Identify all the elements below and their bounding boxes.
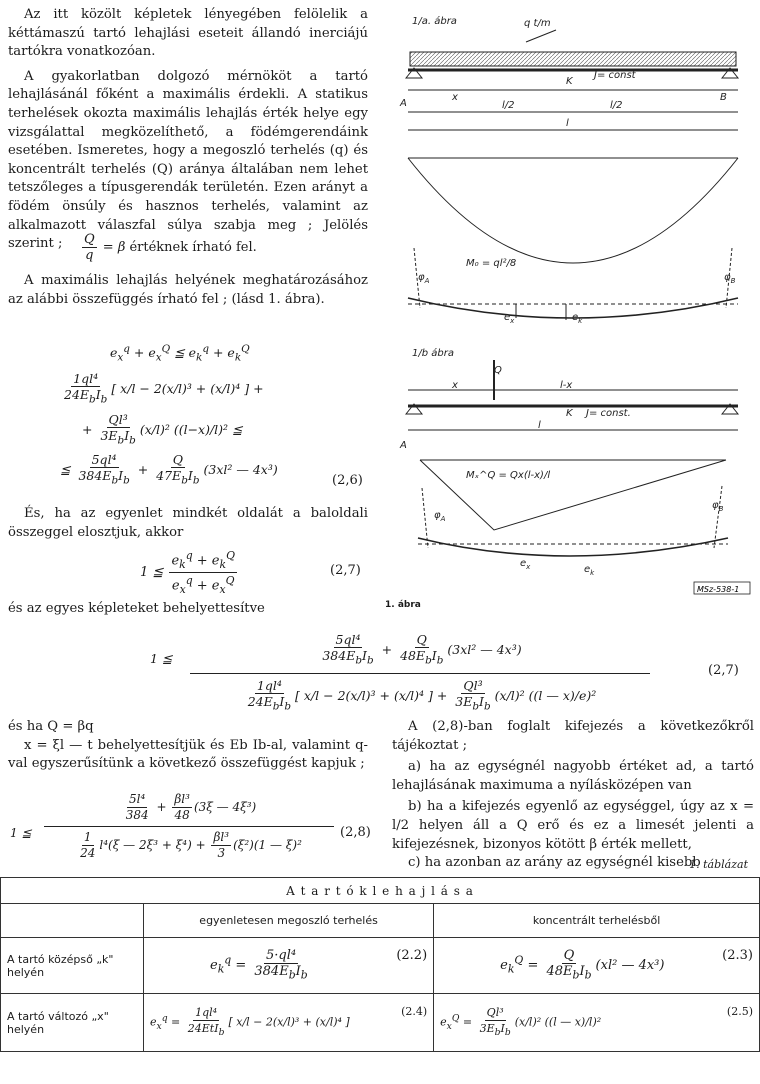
cell-ex-q: $e_x^q$ = $\frac{\text{1ql⁴}}{24EtI_b}$ [ x/l − 2(x/l)³ + (x/l)⁴ ] (2.4)	[144, 994, 434, 1052]
row-k-label: A tartó középső „k" helyén	[1, 938, 144, 994]
svg-text:l-x: l-x	[560, 380, 573, 391]
paragraph-intro: Az itt közölt képletek lényegében felölelik a kéttámaszú tartó lehajlási eseteit állandó inerciájú tartókra vonatkozóan.	[8, 7, 368, 60]
svg-text:A: A	[400, 440, 407, 451]
label-1a: 1/a. ábra	[412, 16, 457, 27]
paragraph-beta	[8, 718, 368, 774]
left-column	[8, 6, 368, 254]
table-ref: 1. táblázat	[689, 858, 748, 871]
svg-text:φA: $\varphi_A$	[418, 272, 430, 285]
beam-diagram	[396, 8, 754, 608]
case-b: b) ha a kifejezés egyenlő az egységgel, úgy az x = l/2 helyen áll a Q erő és ez a limesét jelenti a kifejezésnek, bizonyos kötött β érték mellett,	[392, 799, 754, 852]
figure-1	[396, 8, 754, 608]
svg-text:x: x	[452, 92, 458, 103]
paragraph-inform: A (2,8)-ban foglalt kifejezés a következőkről tájékoztat ;	[392, 719, 754, 753]
right-column	[392, 718, 754, 873]
m0-label: M₀ = ql²/8	[466, 258, 517, 269]
case-a: a) ha az egységnél nagyobb értéket ad, a tartó lehajlásának maximuma a nyílásközépen van	[392, 759, 754, 793]
eq-number-2-7: (2,7)	[330, 563, 361, 578]
svg-text:φA: $\varphi_A$	[434, 510, 446, 523]
paragraph-max: A maximális lehajlás helyének meghatározásához az alábbi összefüggés írható fel ; (lásd 1. ábra).	[8, 273, 368, 307]
svg-text:ek: $e_k$	[572, 312, 583, 325]
text-q-beta: és ha Q = βq	[8, 719, 94, 734]
svg-text:ek: $e_k$	[584, 564, 595, 577]
paragraph-practice: A gyakorlatban dolgozó mérnököt a tartó lehajlásánál főként a maximális érdekli. A statikus terhelések okozta maximális lehajlás érték helye egy vizsgálattal megközelíthető, a födémgerendáink esetében. Ismeretes, hogy a megoszló terhelés (q) és koncentrált terhelés (Q) aránya általában nem lehet tetszőleges a típusgerendák területén. Ezen arányt a födém önsúly és hasznos terhelés, valamint az alkalmazott válaszfal súlya szabja meg ; Jelölés szerint ;	[8, 68, 368, 252]
case-c: c) ha azonban az arány az egységnél kisebb	[408, 855, 701, 871]
j-const-a: J= const	[594, 70, 636, 81]
svg-text:l: l	[538, 420, 541, 431]
svg-text:x: x	[452, 380, 458, 391]
col-uniform: egyenletesen megoszló terhelés	[144, 904, 434, 938]
svg-text:φB: $\varphi_B$	[712, 500, 724, 513]
deflection-table	[0, 877, 760, 1052]
figure-caption: 1. ábra	[385, 600, 421, 610]
eq-number-2-8: (2,8)	[340, 825, 371, 840]
cell-ex-Q: $e_x^Q$ = $\frac{\text{Ql³}}{3E_bI_b}$ (x/l)² ((l — x)/l)² (2.5)	[434, 994, 760, 1052]
paragraph-divide: És, ha az egyenlet mindkét oldalát a baloldali összeggel elosztjuk, akkor	[8, 506, 368, 540]
col-concentrated: koncentrált terhelésből	[434, 904, 760, 938]
svg-text:A: A	[400, 98, 407, 109]
eq-number-2-6: (2,6)	[332, 473, 363, 488]
svg-text:ex: $e_x$	[520, 558, 531, 571]
j-const-b: J= const.	[586, 408, 631, 419]
table-title: A t a r t ó k l e h a j l á s a	[1, 878, 760, 904]
mx-label: Mₓ^Q = Qx(l-x)/l	[466, 470, 551, 481]
svg-text:B: B	[720, 92, 727, 103]
eq-2-5: (2.5)	[726, 1004, 753, 1018]
equation-2-6: $e_x^q + e_x^Q$ ≦ $e_k^q + e_k^Q$ $\frac{\text{1ql⁴}}{24E_bI_b}$ [ x/l − 2(x/l)³ + (x/l)⁴ ] + + $\frac{\text{Ql³}}{3E_bI_b}$ (x/l)² ((l−x)/l)² ≦ ≦ $\frac{\text{5ql⁴}}{384E_bI_b}$ + $\frac{Q}{47E_bI_b}$ (3xl² — 4x³) (2,6)	[60, 340, 370, 489]
figure-code: MSz-538-1	[697, 585, 740, 594]
table-corner	[1, 904, 144, 938]
eq-2-4: (2.4)	[401, 1004, 428, 1018]
text-substitute-xi: x = ξl — t behelyettesítjük és Eb Ib-al, valamint q-val egyszerűsítünk a következő összefüggést kapjuk ;	[8, 737, 368, 772]
label-1b: 1/b ábra	[412, 348, 454, 359]
eq-2-2: (2.2)	[396, 948, 428, 964]
cell-ek-q: $e_k^q$ = $\frac{\text{5·ql⁴}}{384E_bI_b}$ (2.2)	[144, 938, 434, 994]
eq-number-2-7b: (2,7)	[708, 663, 739, 678]
equation-2-7: 1 ≦ $\frac{e_k^q + e_k^Q}{e_x^q + e_x^Q}$ (2,7)	[140, 549, 361, 596]
ratio-text: értéknek írható fel.	[129, 240, 257, 255]
paragraph-substitute: és az egyes képleteket behelyettesítve	[8, 601, 265, 616]
eq-2-3: (2.3)	[722, 948, 753, 964]
svg-text:l: l	[566, 118, 569, 129]
row-x-label: A tartó változó „x" helyén	[1, 994, 144, 1052]
svg-text:l/2: l/2	[610, 100, 623, 111]
svg-text:l/2: l/2	[502, 100, 515, 111]
svg-text:K: K	[566, 408, 573, 419]
svg-text:K: K	[566, 76, 573, 87]
ratio-equation: $\frac{Q}{q}$ = β értéknek írható fel.	[84, 232, 257, 263]
svg-text:ex: $e_x$	[504, 312, 515, 325]
q-label: q t/m	[524, 18, 551, 29]
cell-ek-Q: $e_k^Q$ = $\frac{Q}{48E_bI_b}$ (xl² — 4x³) (2.3)	[434, 938, 760, 994]
svg-text:φB: $\varphi_B$	[724, 272, 736, 285]
svg-text:Q: Q	[494, 365, 502, 376]
